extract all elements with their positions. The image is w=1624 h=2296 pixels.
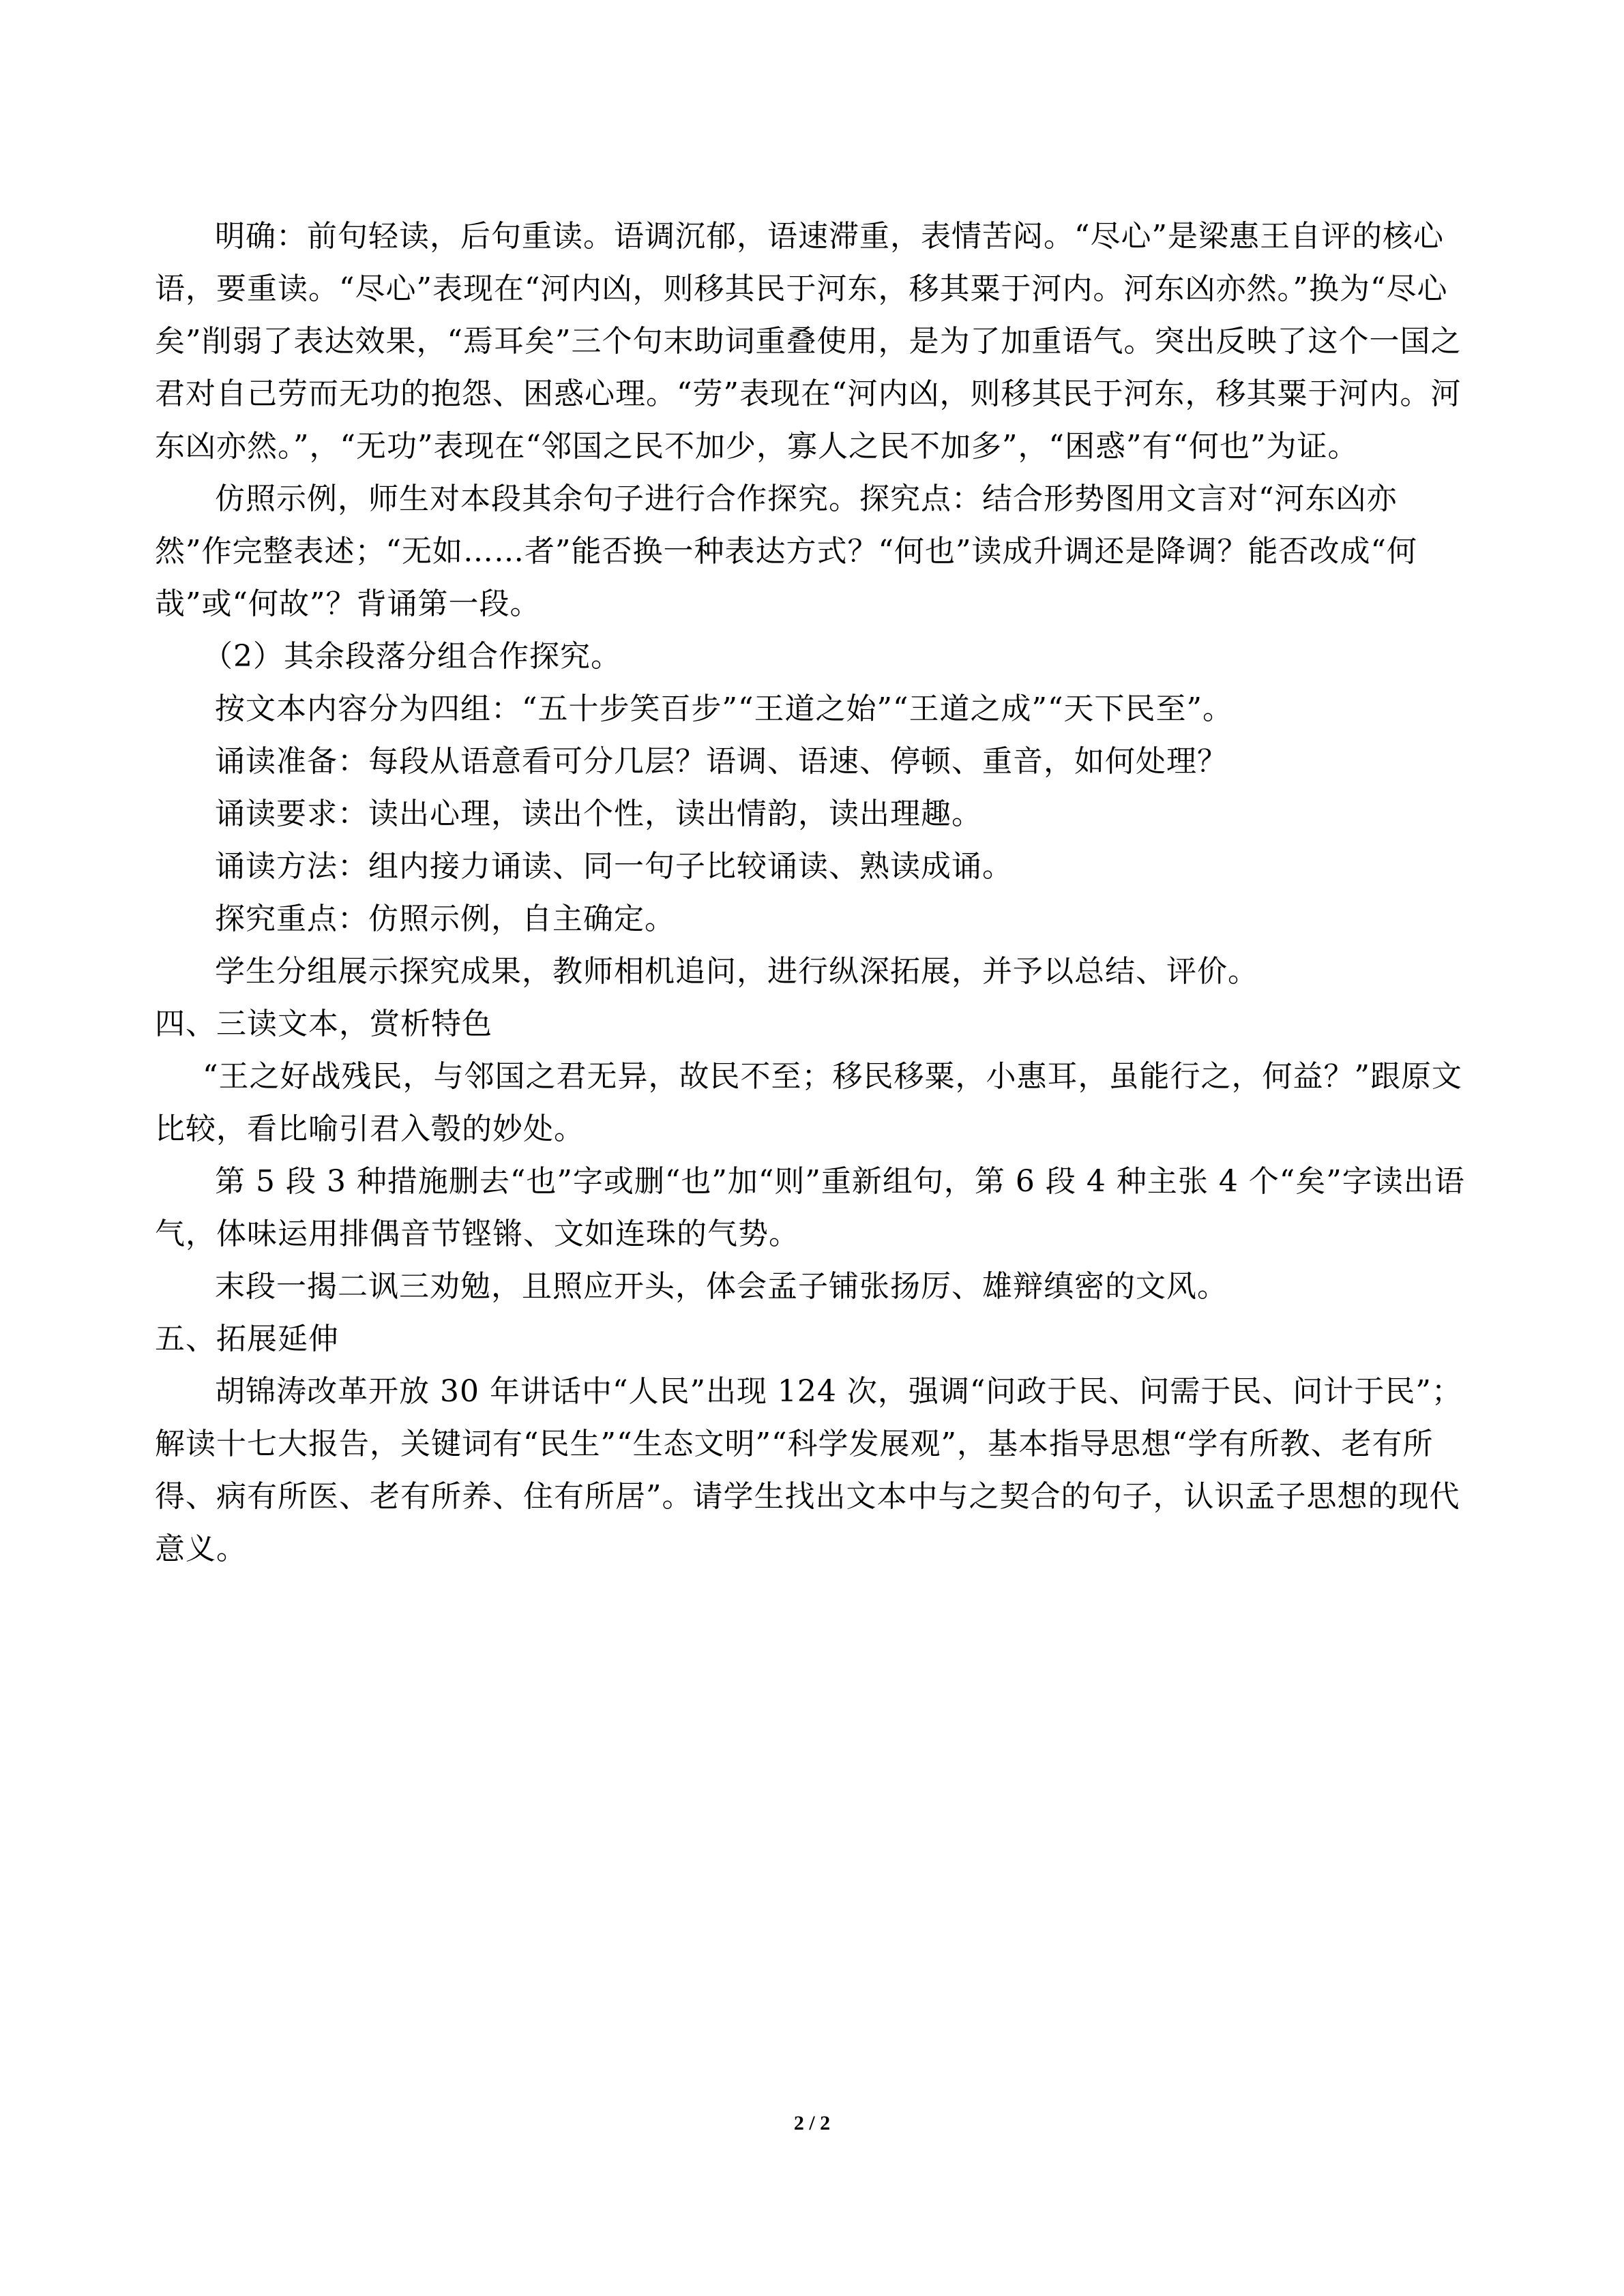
paragraph-sentence-rearrangement: 第 5 段 3 种措施删去“也”字或删“也”加“则”重新组句，第 6 段 4 种主张 4 个“矣”字读出语气，体味运用排偶音节铿锵、文如连珠的气势。 [155,1164,1465,1251]
section-heading-third-reading: 四、三读文本，赏析特色 [155,1007,492,1041]
paragraph-reading-requirements: 诵读要求：读出心理，读出个性，读出情韵，读出理趣。 [215,796,982,831]
paragraph-metaphor-comparison: “王之好战残民，与邻国之君无异，故民不至；移民移粟，小惠耳，虽能行之，何益？”跟原文比较，看比喻引君入彀的妙处。 [155,1059,1462,1146]
paragraph-modern-significance: 胡锦涛改革开放 30 年讲话中“人民”出现 124 次，强调“问政于民、问需于民、问计于民”；解读十七大报告，关键词有“民生”“生态文明”“科学发展观”，基本指导思想“学有所教、老有所得、病有所医、老有所养、住有所居”。请学生找出文本中与之契合的句子，认识孟子思想的现代意义。 [155,1374,1462,1566]
paragraph-reading-preparation: 诵读准备：每段从语意看可分几层？语调、语速、停顿、重音，如何处理？ [215,744,1228,779]
paragraph-group-inquiry: （2）其余段落分组合作探究。 [203,639,621,674]
paragraph-clarification: 明确：前句轻读，后句重读。语调沉郁，语速滞重，表情苦闷。“尽心”是梁惠王自评的核心语，要重读。“尽心”表现在“河内凶，则移其民于河东，移其粟于河内。河东凶亦然。”换为“尽心矣”削弱了表达效果，“焉耳矣”三个句末助词重叠使用，是为了加重语气。突出反映了这个一国之君对自己劳而无功的抱怨、困惑心理。“劳”表现在“河内凶，则移其民于河东，移其粟于河内。河东凶亦然。”，“无功”表现在“邻国之民不加少，寡人之民不加多”，“困惑”有“何也”为证。 [155,219,1462,464]
paragraph-cooperative-inquiry: 仿照示例，师生对本段其余句子进行合作探究。探究点：结合形势图用文言对“河东凶亦然”作完整表述；“无如……者”能否换一种表达方式？“何也”读成升调还是降调？能否改成“何哉”或“何故”？背诵第一段。 [155,481,1417,621]
paragraph-four-groups: 按文本内容分为四组：“五十步笑百步”“王道之始”“王道之成”“天下民至”。 [215,691,1233,726]
paragraph-group-presentation: 学生分组展示探究成果，教师相机追问，进行纵深拓展，并予以总结、评价。 [215,954,1258,989]
paragraph-inquiry-focus: 探究重点：仿照示例，自主确定。 [215,901,675,936]
paragraph-reading-methods: 诵读方法：组内接力诵读、同一句子比较诵读、熟读成诵。 [215,849,1013,884]
document-body [155,210,1473,1575]
section-heading-extension: 五、拓展延伸 [155,1322,339,1356]
paragraph-final-section-style: 末段一揭二讽三劝勉，且照应开头，体会孟子铺张扬厉、雄辩缜密的文风。 [215,1269,1228,1304]
page-number: 2 / 2 [793,2112,831,2134]
